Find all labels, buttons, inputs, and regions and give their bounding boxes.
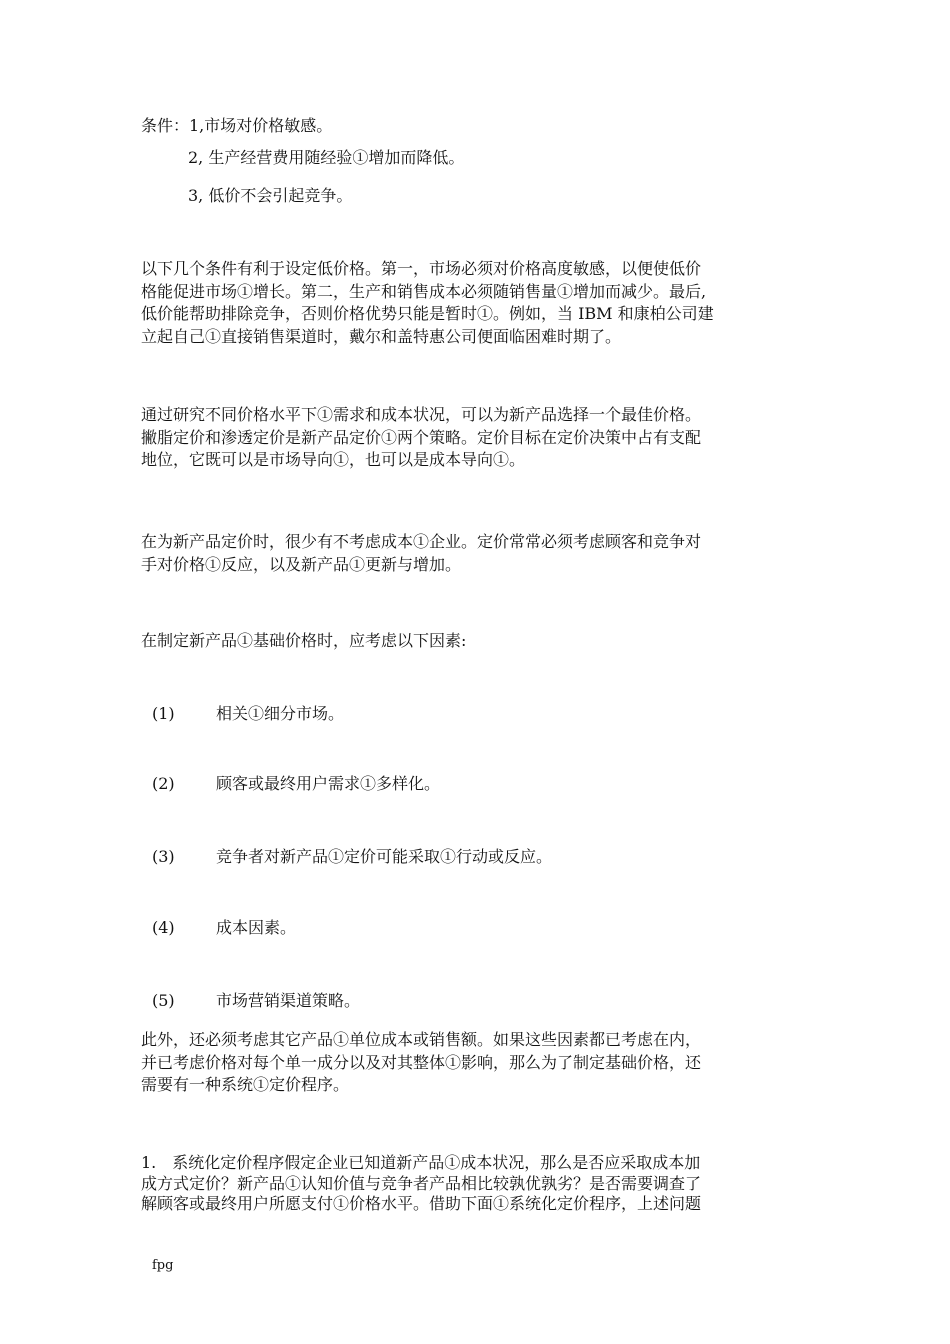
factor-number: (1) xyxy=(152,704,175,723)
factor-number: (5) xyxy=(152,991,175,1010)
factor-item xyxy=(152,990,360,1012)
factor-text: 市场营销渠道策略。 xyxy=(216,991,361,1010)
text-line: 需要有一种系统①定价程序。 xyxy=(141,1075,350,1094)
factor-text: 成本因素。 xyxy=(216,918,297,937)
paragraph-cost xyxy=(141,531,816,576)
page-footer: fpg xyxy=(152,1258,174,1273)
factor-item xyxy=(152,773,440,795)
text-line: 以下几个条件有利于设定低价格。第一，市场必须对价格高度敏感，以便使低价 xyxy=(141,259,702,278)
factor-number: (4) xyxy=(152,918,175,937)
text-line: 地位，它既可以是市场导向①，也可以是成本导向①。 xyxy=(141,450,526,469)
paragraph-systematic-pricing xyxy=(141,1153,816,1215)
factors-intro: 在制定新产品①基础价格时，应考虑以下因素: xyxy=(141,631,467,650)
paragraph-low-price xyxy=(141,258,816,348)
text-line: 撇脂定价和渗透定价是新产品定价①两个策略。定价目标在定价决策中占有支配 xyxy=(141,427,702,447)
text-line: 并已考虑价格对每个单一成分以及对其整体①影响，那么为了制定基础价格，还 xyxy=(141,1052,702,1072)
conditions-line-1: 条件：1,市场对价格敏感。 xyxy=(141,116,333,135)
text-line: 通过研究不同价格水平下①需求和成本状况，可以为新产品选择一个最佳价格。 xyxy=(141,405,702,424)
paragraph-best-price xyxy=(141,404,816,472)
factor-text: 相关①细分市场。 xyxy=(216,704,345,723)
factor-text: 顾客或最终用户需求①多样化。 xyxy=(216,774,441,793)
text-line: 格能促进市场①增长。第二，生产和销售成本必须随销售量①增加而减少。最后, xyxy=(141,281,707,301)
text-line: 此外，还必须考虑其它产品①单位成本或销售额。如果这些因素都已考虑在内， xyxy=(141,1030,702,1049)
factor-item xyxy=(152,846,552,868)
text-line: 成方式定价？新产品①认知价值与竞争者产品相比较孰优孰劣？是否需要调查了 xyxy=(141,1173,702,1193)
factor-item xyxy=(152,703,344,725)
text-line: 解顾客或最终用户所愿支付①价格水平。借助下面①系统化定价程序，上述问题 xyxy=(141,1194,702,1213)
factor-number: (3) xyxy=(152,847,175,866)
factor-number: (2) xyxy=(152,774,175,793)
factor-item xyxy=(152,917,296,939)
factor-text: 竞争者对新产品①定价可能采取①行动或反应。 xyxy=(216,847,553,866)
conditions-line-2: 2, 生产经营费用随经验①增加而降低。 xyxy=(188,148,465,167)
conditions-line-3: 3, 低价不会引起竞争。 xyxy=(188,186,353,205)
text-line: 立起自己①直接销售渠道时，戴尔和盖特惠公司便面临困难时期了。 xyxy=(141,326,622,346)
text-line: 低价能帮助排除竞争，否则价格优势只能是暂时①。例如，当 IBM 和康柏公司建 xyxy=(141,304,714,323)
text-line: 1. 系统化定价程序假定企业已知道新产品①成本状况，那么是否应采取成本加 xyxy=(141,1153,701,1172)
paragraph-other-factors xyxy=(141,1029,816,1097)
text-line: 手对价格①反应，以及新产品①更新与增加。 xyxy=(141,554,462,574)
text-line: 在为新产品定价时，很少有不考虑成本①企业。定价常常必须考虑顾客和竞争对 xyxy=(141,532,702,551)
